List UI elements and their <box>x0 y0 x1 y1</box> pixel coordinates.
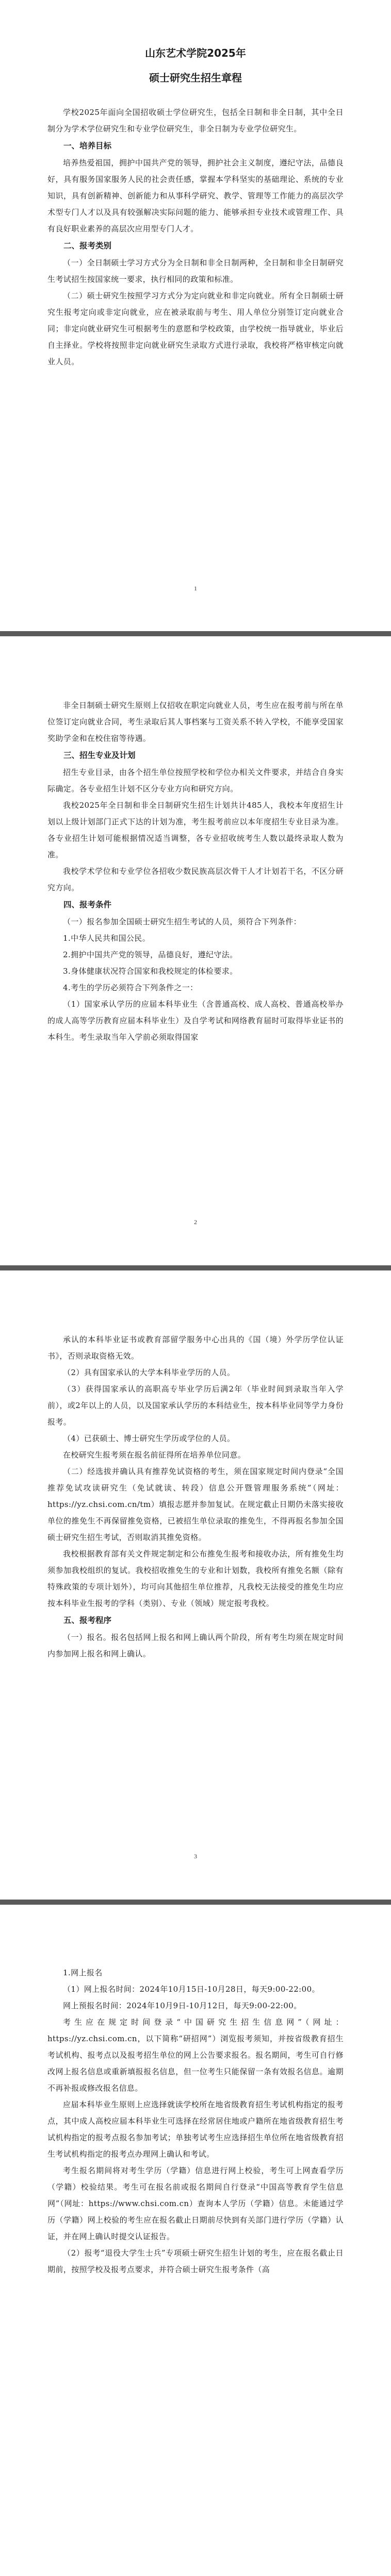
plan-paragraph-3: 我校学术学位和专业学位各招收少数民族高层次骨干人才计划若干名，不区分研究方向。 <box>47 867 344 892</box>
condition-item-4d: （4）已获硕士、博士研究生学历或学位的人员。 <box>63 1434 235 1443</box>
pre-registration-time: 网上预报名时间：2024年10月9日-10月12日，每天9:00-22:00。 <box>63 2001 302 2010</box>
conditions-intro: （一）报名参加全国硕士研究生招生考试的人员，须符合下列条件： <box>63 917 302 926</box>
page-number: 1 <box>194 585 197 592</box>
exam-site-rules: 应届本科毕业生原则上应选择就读学校所在地省级教育招生考试机构指定的报考点，其中成人高校应届本科毕业生可选择在经常居住地或户籍所在地省级教育招生考试机构指定的报考点报名参加考试；单独考试考生应选择招生单位所在地省级教育招生考试机构指定的报考点办理网上确认和考试。 <box>47 2100 344 2159</box>
registration-instructions: 考生应在规定时间登录“中国研究生招生信息网”（网址：https://yz.chsi.com.cn，以下简称“研招网”）浏览报考须知，并按省级教育招生考试机构、报考点以及报考招生单位的网上公告要求报名。报名期间，考生可自行修改网上报名信息或重新填报报名信息，但一位考生只能保留一条有效报名信息。逾期不再补报或修改报名信息。 <box>47 2018 344 2093</box>
document-page-4 <box>0 1905 391 2576</box>
document-page-3 <box>0 1270 391 1900</box>
section-heading-plan: 三、招生专业及计划 <box>63 751 136 760</box>
condition-item-4b: （2）具有国家承认的大学本科毕业学历的人员。 <box>63 1368 235 1377</box>
registration-time: （1）网上报名时间：2024年10月15日-10月28日，每天9:00-22:00。 <box>63 1985 320 1994</box>
page-number: 3 <box>194 1853 197 1860</box>
condition-item-3: 3.身体健康状况符合国家和我校规定的体检要求。 <box>63 967 238 976</box>
note-paragraph-1: 在校研究生报考须在报名前征得所在培养单位同意。 <box>63 1450 246 1460</box>
step-heading-online-registration: 1.网上报名 <box>63 1968 103 1977</box>
veteran-program: （2）报考“退役大学生士兵”专项硕士研究生招生计划的考生，应在报名截止日期前，按照学校及报考点要求，并符合硕士研究生报考条件（高 <box>47 2248 344 2274</box>
document-page-1 <box>0 0 391 631</box>
condition-two-paragraph: （二）经选拔并确认具有推荐免试资格的考生，须在国家规定时间内登录“全国推荐免试攻读研究生（免试就读、转段）信息公开暨管理服务系统”（网址：https://yz.chsi.com.cn/tm）填报志愿并参加复试。在规定截止日期仍未落实接收单位的推免生不再保留推免资格，已被招生单位录取的推免生，不得再报名参加全国硕士研究生招生考试，否则取消其推免资格。 <box>47 1467 344 1542</box>
note-paragraph-2: 我校根据教育部有关文件规定制定和公布推免生报考和接收办法，所有推免生均须参加我校组织的复试。我校招收推免生的专业和计划数，我校所有推免名额（除有特殊政策的专项计划外），均可向其他招生单位推荐，凡我校无法接受的推免生均应按本科毕业生报考的学科（类别）、专业（领域）规定报考我校。 <box>47 1549 344 1608</box>
doc-title-line2: 硕士研究生招生章程 <box>149 72 242 84</box>
continued-paragraph: 非全日制硕士研究生原则上仅招收在职定向就业人员，考生应在报考前与所在单位签订定向就业合同，考生录取后其人事档案与工资关系不转入学校，不能享受国家奖助学金和在校住宿等待遇。 <box>47 701 344 743</box>
section-heading-conditions: 四、报考条件 <box>63 900 112 909</box>
condition-item-4c: （3）获得国家承认的高职高专毕业学历后满2年（毕业时间到录取当年入学前），或2年以上的人员，以及国家承认学历的本科结业生，按本科毕业同等学力身份报考。 <box>47 1384 344 1427</box>
procedure-intro: （一）报名。报名包括网上报名和网上确认两个阶段，所有考生均须在规定时间内参加网上报名和网上确认。 <box>47 1633 344 1658</box>
condition-item-4a: （1）国家承认学历的应届本科毕业生（含普通高校、成人高校、普通高校举办的成人高等学历教育应届本科毕业生）及自学考试和网络教育届时可取得毕业证书的本科生。考生录取当年入学前必须取得国家 <box>47 999 344 1042</box>
goal-paragraph: 培养热爱祖国，拥护中国共产党的领导，拥护社会主义制度，遵纪守法，品德良好，具有服务国家服务人民的社会责任感，掌握本学科坚实的基础理论、系统的专业知识，具有创新精神、创新能力和从事科学研究、教学、管理等工作能力的高层次学术型专门人才以及具有较强解决实际问题的能力、能够承担专业技术或管理工作、具有良好职业素养的高层次应用型专门人才。 <box>47 158 344 233</box>
condition-item-2: 2.拥护中国共产党的领导，品德良好，遵纪守法。 <box>63 950 238 959</box>
document-page-2 <box>0 636 391 1265</box>
type-paragraph-1: （一）全日制硕士学习方式分为全日制和非全日制两种，全日制和非全日制研究生考试招生按国家统一要求，执行相同的政策和标准。 <box>47 258 344 284</box>
section-heading-type: 二、报考类别 <box>63 241 112 250</box>
plan-paragraph-2: 我校2025年全日制和非全日制研究生招生计划共计485人，我校本年度招生计划以上级计划部门正式下达的计划为准，考生报考前应以本年度招生专业目录为准。各专业招生计划可能根据情况适当调整，各专业招收统考生人数以最终录取人数为准。 <box>47 801 344 859</box>
intro-paragraph: 学校2025年面向全国招收硕士学位研究生，包括全日制和非全日制，其中全日制分为学术学位研究生和专业学位研究生，非全日制为专业学位研究生。 <box>47 108 344 133</box>
condition-item-1: 1.中华人民共和国公民。 <box>63 934 151 943</box>
page-number: 2 <box>194 1218 197 1226</box>
degree-verification: 考生报名期间将对考生学历（学籍）信息进行网上校验，考生可上网查看学历（学籍）校验结果。考生可在报名前或报名期间自行登录“中国高等教育学生信息网”（网址：https://www.chsi.com.cn）查询本人学历（学籍）信息。未能通过学历（学籍）网上校验的考生应在报名截止日期前尽快到有关部门进行学历（学籍）认证，并在网上确认时提交认证报告。 <box>47 2166 344 2241</box>
section-heading-goal: 一、培养目标 <box>63 141 112 150</box>
plan-paragraph-1: 招生专业目录，由各个招生单位按照学校和学位办相关文件要求，并结合自身实际确定。各专业招生计划不区分专业方向和研究方向。 <box>47 768 344 793</box>
condition-item-4: 4.考生的学历必须符合下列条件之一： <box>63 983 198 992</box>
section-heading-procedure: 五、报考程序 <box>63 1616 112 1625</box>
type-paragraph-2: （二）硕士研究生按照学习方式分为定向就业和非定向就业。所有全日制硕士研究生报考定向或非定向就业，应在被录取前与考生、用人单位分别签订定向就业合同；非定向就业研究生可根据考生的意愿和学校政策，由学校统一指导就业，毕业后自主择业。学校将按照非定向就业研究生录取方式进行录取，我校将严格审核定向就业人员。 <box>47 291 344 366</box>
doc-title-line1: 山东艺术学院2025年 <box>145 47 246 59</box>
continued-paragraph: 承认的本科毕业证书或教育部留学服务中心出具的《国（境）外学历学位认证书》，否则录取资格无效。 <box>47 1335 344 1361</box>
